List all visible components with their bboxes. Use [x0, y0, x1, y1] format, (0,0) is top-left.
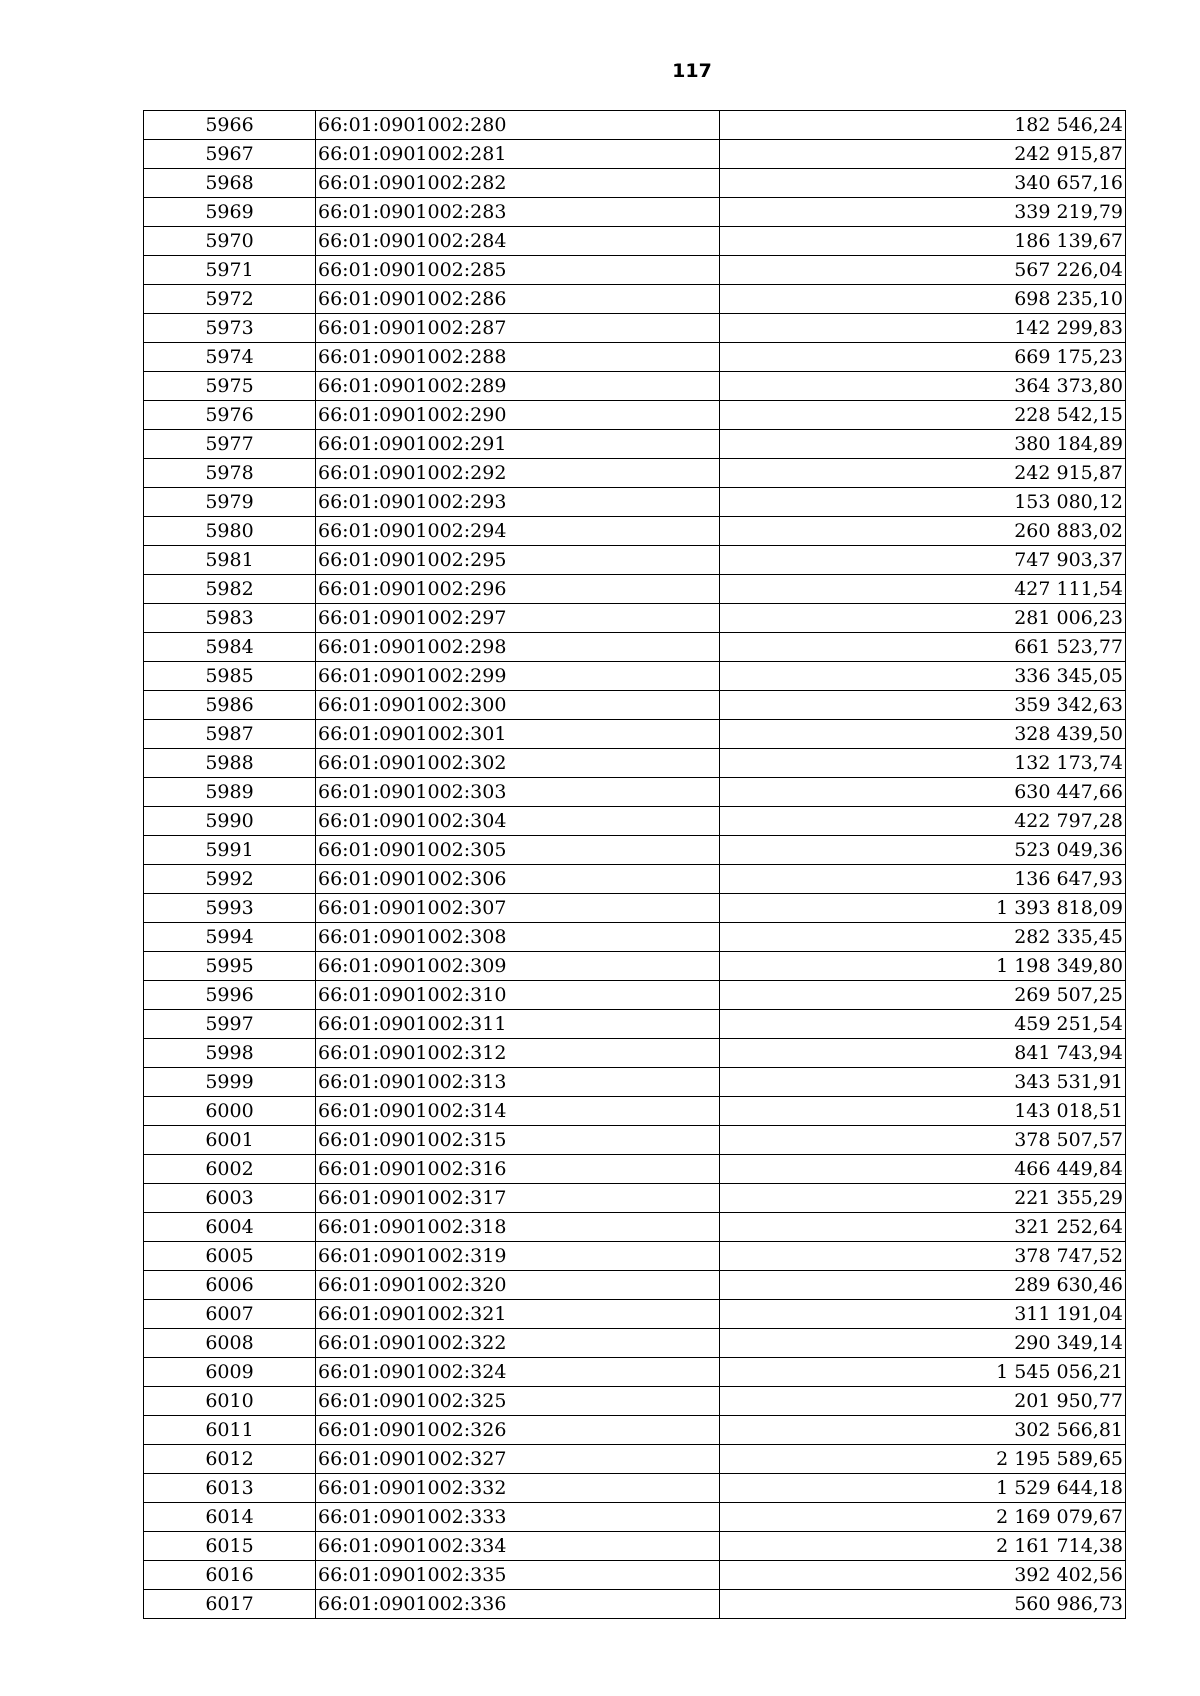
cadastral-number-cell: 66:01:0901002:294: [316, 517, 720, 546]
cadastral-value-cell: 698 235,10: [720, 285, 1126, 314]
row-number-cell: 5978: [144, 459, 316, 488]
cadastral-value-table: [143, 110, 1126, 1619]
cadastral-value-cell: 364 373,80: [720, 372, 1126, 401]
table-row: [144, 430, 1126, 459]
cadastral-number-cell: 66:01:0901002:324: [316, 1358, 720, 1387]
cadastral-value-cell: 186 139,67: [720, 227, 1126, 256]
cadastral-value-cell: 2 161 714,38: [720, 1532, 1126, 1561]
row-number-cell: 6001: [144, 1126, 316, 1155]
row-number-cell: 6004: [144, 1213, 316, 1242]
cadastral-value-cell: 328 439,50: [720, 720, 1126, 749]
table-row: [144, 952, 1126, 981]
cadastral-value-cell: 201 950,77: [720, 1387, 1126, 1416]
row-number-cell: 5972: [144, 285, 316, 314]
cadastral-number-cell: 66:01:0901002:334: [316, 1532, 720, 1561]
row-number-cell: 5974: [144, 343, 316, 372]
table-row: [144, 1126, 1126, 1155]
row-number-cell: 6003: [144, 1184, 316, 1213]
table-row: [144, 1590, 1126, 1619]
cadastral-number-cell: 66:01:0901002:293: [316, 488, 720, 517]
cadastral-number-cell: 66:01:0901002:318: [316, 1213, 720, 1242]
table-row: [144, 778, 1126, 807]
cadastral-value-cell: 228 542,15: [720, 401, 1126, 430]
table-row: [144, 894, 1126, 923]
cadastral-number-cell: 66:01:0901002:281: [316, 140, 720, 169]
cadastral-number-cell: 66:01:0901002:317: [316, 1184, 720, 1213]
cadastral-value-cell: 290 349,14: [720, 1329, 1126, 1358]
cadastral-value-cell: 661 523,77: [720, 633, 1126, 662]
cadastral-number-cell: 66:01:0901002:280: [316, 111, 720, 140]
cadastral-value-cell: 841 743,94: [720, 1039, 1126, 1068]
cadastral-value-cell: 269 507,25: [720, 981, 1126, 1010]
cadastral-value-cell: 1 198 349,80: [720, 952, 1126, 981]
cadastral-value-cell: 289 630,46: [720, 1271, 1126, 1300]
table-row: [144, 923, 1126, 952]
table-row: [144, 1184, 1126, 1213]
table-row: [144, 1271, 1126, 1300]
row-number-cell: 5990: [144, 807, 316, 836]
row-number-cell: 5988: [144, 749, 316, 778]
cadastral-number-cell: 66:01:0901002:299: [316, 662, 720, 691]
row-number-cell: 5976: [144, 401, 316, 430]
row-number-cell: 6009: [144, 1358, 316, 1387]
table-row: [144, 865, 1126, 894]
row-number-cell: 5996: [144, 981, 316, 1010]
cadastral-value-cell: 302 566,81: [720, 1416, 1126, 1445]
cadastral-number-cell: 66:01:0901002:285: [316, 256, 720, 285]
cadastral-number-cell: 66:01:0901002:307: [316, 894, 720, 923]
table-row: [144, 227, 1126, 256]
cadastral-value-cell: 378 747,52: [720, 1242, 1126, 1271]
row-number-cell: 6006: [144, 1271, 316, 1300]
table-row: [144, 198, 1126, 227]
table-row: [144, 1329, 1126, 1358]
table-row: [144, 401, 1126, 430]
cadastral-value-cell: 560 986,73: [720, 1590, 1126, 1619]
cadastral-value-cell: 567 226,04: [720, 256, 1126, 285]
cadastral-value-cell: 142 299,83: [720, 314, 1126, 343]
cadastral-number-cell: 66:01:0901002:320: [316, 1271, 720, 1300]
table-row: [144, 1503, 1126, 1532]
cadastral-number-cell: 66:01:0901002:292: [316, 459, 720, 488]
row-number-cell: 6016: [144, 1561, 316, 1590]
table-row: [144, 662, 1126, 691]
cadastral-number-cell: 66:01:0901002:301: [316, 720, 720, 749]
cadastral-number-cell: 66:01:0901002:309: [316, 952, 720, 981]
cadastral-value-cell: 392 402,56: [720, 1561, 1126, 1590]
cadastral-value-cell: 132 173,74: [720, 749, 1126, 778]
cadastral-number-cell: 66:01:0901002:327: [316, 1445, 720, 1474]
cadastral-number-cell: 66:01:0901002:291: [316, 430, 720, 459]
table-row: [144, 981, 1126, 1010]
cadastral-value-cell: 747 903,37: [720, 546, 1126, 575]
cadastral-number-cell: 66:01:0901002:303: [316, 778, 720, 807]
row-number-cell: 6011: [144, 1416, 316, 1445]
row-number-cell: 5986: [144, 691, 316, 720]
row-number-cell: 5995: [144, 952, 316, 981]
cadastral-value-cell: 2 195 589,65: [720, 1445, 1126, 1474]
row-number-cell: 6008: [144, 1329, 316, 1358]
row-number-cell: 6002: [144, 1155, 316, 1184]
cadastral-number-cell: 66:01:0901002:306: [316, 865, 720, 894]
table-row: [144, 314, 1126, 343]
row-number-cell: 5985: [144, 662, 316, 691]
table-row: [144, 1097, 1126, 1126]
row-number-cell: 5984: [144, 633, 316, 662]
cadastral-value-cell: 630 447,66: [720, 778, 1126, 807]
row-number-cell: 5997: [144, 1010, 316, 1039]
table-row: [144, 1039, 1126, 1068]
cadastral-number-cell: 66:01:0901002:295: [316, 546, 720, 575]
cadastral-number-cell: 66:01:0901002:288: [316, 343, 720, 372]
row-number-cell: 6007: [144, 1300, 316, 1329]
cadastral-value-cell: 339 219,79: [720, 198, 1126, 227]
table-row: [144, 691, 1126, 720]
cadastral-number-cell: 66:01:0901002:321: [316, 1300, 720, 1329]
cadastral-value-cell: 242 915,87: [720, 459, 1126, 488]
row-number-cell: 6000: [144, 1097, 316, 1126]
cadastral-value-cell: 359 342,63: [720, 691, 1126, 720]
row-number-cell: 5994: [144, 923, 316, 952]
table-row: [144, 1445, 1126, 1474]
table-body: [144, 111, 1126, 1619]
cadastral-number-cell: 66:01:0901002:296: [316, 575, 720, 604]
cadastral-value-cell: 1 393 818,09: [720, 894, 1126, 923]
table-row: [144, 256, 1126, 285]
cadastral-value-cell: 336 345,05: [720, 662, 1126, 691]
table-row: [144, 1010, 1126, 1039]
table-row: [144, 1387, 1126, 1416]
table-row: [144, 140, 1126, 169]
row-number-cell: 5980: [144, 517, 316, 546]
cadastral-number-cell: 66:01:0901002:290: [316, 401, 720, 430]
cadastral-number-cell: 66:01:0901002:305: [316, 836, 720, 865]
cadastral-value-cell: 321 252,64: [720, 1213, 1126, 1242]
table-row: [144, 546, 1126, 575]
row-number-cell: 5991: [144, 836, 316, 865]
table-row: [144, 604, 1126, 633]
cadastral-value-cell: 1 529 644,18: [720, 1474, 1126, 1503]
row-number-cell: 5982: [144, 575, 316, 604]
cadastral-number-cell: 66:01:0901002:332: [316, 1474, 720, 1503]
cadastral-number-cell: 66:01:0901002:313: [316, 1068, 720, 1097]
cadastral-number-cell: 66:01:0901002:319: [316, 1242, 720, 1271]
table-row: [144, 1561, 1126, 1590]
cadastral-number-cell: 66:01:0901002:308: [316, 923, 720, 952]
table-row: [144, 1068, 1126, 1097]
cadastral-number-cell: 66:01:0901002:325: [316, 1387, 720, 1416]
table-row: [144, 1155, 1126, 1184]
cadastral-value-cell: 143 018,51: [720, 1097, 1126, 1126]
cadastral-value-cell: 2 169 079,67: [720, 1503, 1126, 1532]
cadastral-value-cell: 311 191,04: [720, 1300, 1126, 1329]
cadastral-number-cell: 66:01:0901002:336: [316, 1590, 720, 1619]
cadastral-value-cell: 378 507,57: [720, 1126, 1126, 1155]
table-row: [144, 488, 1126, 517]
table-row: [144, 1358, 1126, 1387]
row-number-cell: 6005: [144, 1242, 316, 1271]
cadastral-value-cell: 221 355,29: [720, 1184, 1126, 1213]
row-number-cell: 5999: [144, 1068, 316, 1097]
cadastral-number-cell: 66:01:0901002:333: [316, 1503, 720, 1532]
cadastral-number-cell: 66:01:0901002:284: [316, 227, 720, 256]
cadastral-value-cell: 459 251,54: [720, 1010, 1126, 1039]
row-number-cell: 5969: [144, 198, 316, 227]
cadastral-number-cell: 66:01:0901002:316: [316, 1155, 720, 1184]
row-number-cell: 6017: [144, 1590, 316, 1619]
row-number-cell: 5983: [144, 604, 316, 633]
cadastral-value-cell: 136 647,93: [720, 865, 1126, 894]
table-row: [144, 517, 1126, 546]
row-number-cell: 5998: [144, 1039, 316, 1068]
table-row: [144, 1300, 1126, 1329]
table-row: [144, 285, 1126, 314]
cadastral-number-cell: 66:01:0901002:282: [316, 169, 720, 198]
row-number-cell: 5968: [144, 169, 316, 198]
cadastral-number-cell: 66:01:0901002:300: [316, 691, 720, 720]
table-row: [144, 749, 1126, 778]
cadastral-number-cell: 66:01:0901002:289: [316, 372, 720, 401]
cadastral-value-cell: 281 006,23: [720, 604, 1126, 633]
cadastral-value-cell: 466 449,84: [720, 1155, 1126, 1184]
table-row: [144, 836, 1126, 865]
row-number-cell: 5981: [144, 546, 316, 575]
row-number-cell: 5966: [144, 111, 316, 140]
table-row: [144, 459, 1126, 488]
row-number-cell: 5975: [144, 372, 316, 401]
row-number-cell: 6014: [144, 1503, 316, 1532]
cadastral-value-cell: 380 184,89: [720, 430, 1126, 459]
cadastral-value-cell: 242 915,87: [720, 140, 1126, 169]
cadastral-number-cell: 66:01:0901002:298: [316, 633, 720, 662]
page-number: 117: [672, 60, 712, 82]
row-number-cell: 6013: [144, 1474, 316, 1503]
cadastral-value-cell: 669 175,23: [720, 343, 1126, 372]
table-row: [144, 372, 1126, 401]
row-number-cell: 5973: [144, 314, 316, 343]
cadastral-value-cell: 427 111,54: [720, 575, 1126, 604]
cadastral-number-cell: 66:01:0901002:315: [316, 1126, 720, 1155]
cadastral-number-cell: 66:01:0901002:286: [316, 285, 720, 314]
table-row: [144, 1213, 1126, 1242]
cadastral-number-cell: 66:01:0901002:311: [316, 1010, 720, 1039]
table-row: [144, 1474, 1126, 1503]
row-number-cell: 5993: [144, 894, 316, 923]
row-number-cell: 5987: [144, 720, 316, 749]
row-number-cell: 6015: [144, 1532, 316, 1561]
cadastral-value-cell: 282 335,45: [720, 923, 1126, 952]
cadastral-number-cell: 66:01:0901002:326: [316, 1416, 720, 1445]
table-row: [144, 633, 1126, 662]
cadastral-number-cell: 66:01:0901002:314: [316, 1097, 720, 1126]
row-number-cell: 5977: [144, 430, 316, 459]
table-row: [144, 1532, 1126, 1561]
row-number-cell: 5967: [144, 140, 316, 169]
row-number-cell: 6012: [144, 1445, 316, 1474]
row-number-cell: 5971: [144, 256, 316, 285]
table-row: [144, 1242, 1126, 1271]
row-number-cell: 5979: [144, 488, 316, 517]
cadastral-number-cell: 66:01:0901002:287: [316, 314, 720, 343]
table-row: [144, 575, 1126, 604]
cadastral-number-cell: 66:01:0901002:304: [316, 807, 720, 836]
cadastral-number-cell: 66:01:0901002:322: [316, 1329, 720, 1358]
cadastral-number-cell: 66:01:0901002:302: [316, 749, 720, 778]
table-row: [144, 111, 1126, 140]
cadastral-value-cell: 1 545 056,21: [720, 1358, 1126, 1387]
table-row: [144, 169, 1126, 198]
cadastral-value-cell: 343 531,91: [720, 1068, 1126, 1097]
table-row: [144, 720, 1126, 749]
cadastral-number-cell: 66:01:0901002:310: [316, 981, 720, 1010]
cadastral-number-cell: 66:01:0901002:297: [316, 604, 720, 633]
cadastral-value-cell: 422 797,28: [720, 807, 1126, 836]
table-row: [144, 1416, 1126, 1445]
row-number-cell: 5970: [144, 227, 316, 256]
row-number-cell: 5989: [144, 778, 316, 807]
cadastral-number-cell: 66:01:0901002:312: [316, 1039, 720, 1068]
cadastral-value-cell: 260 883,02: [720, 517, 1126, 546]
cadastral-value-cell: 340 657,16: [720, 169, 1126, 198]
cadastral-number-cell: 66:01:0901002:335: [316, 1561, 720, 1590]
cadastral-value-cell: 523 049,36: [720, 836, 1126, 865]
table-row: [144, 343, 1126, 372]
row-number-cell: 5992: [144, 865, 316, 894]
cadastral-value-cell: 182 546,24: [720, 111, 1126, 140]
row-number-cell: 6010: [144, 1387, 316, 1416]
cadastral-number-cell: 66:01:0901002:283: [316, 198, 720, 227]
table-row: [144, 807, 1126, 836]
cadastral-value-cell: 153 080,12: [720, 488, 1126, 517]
